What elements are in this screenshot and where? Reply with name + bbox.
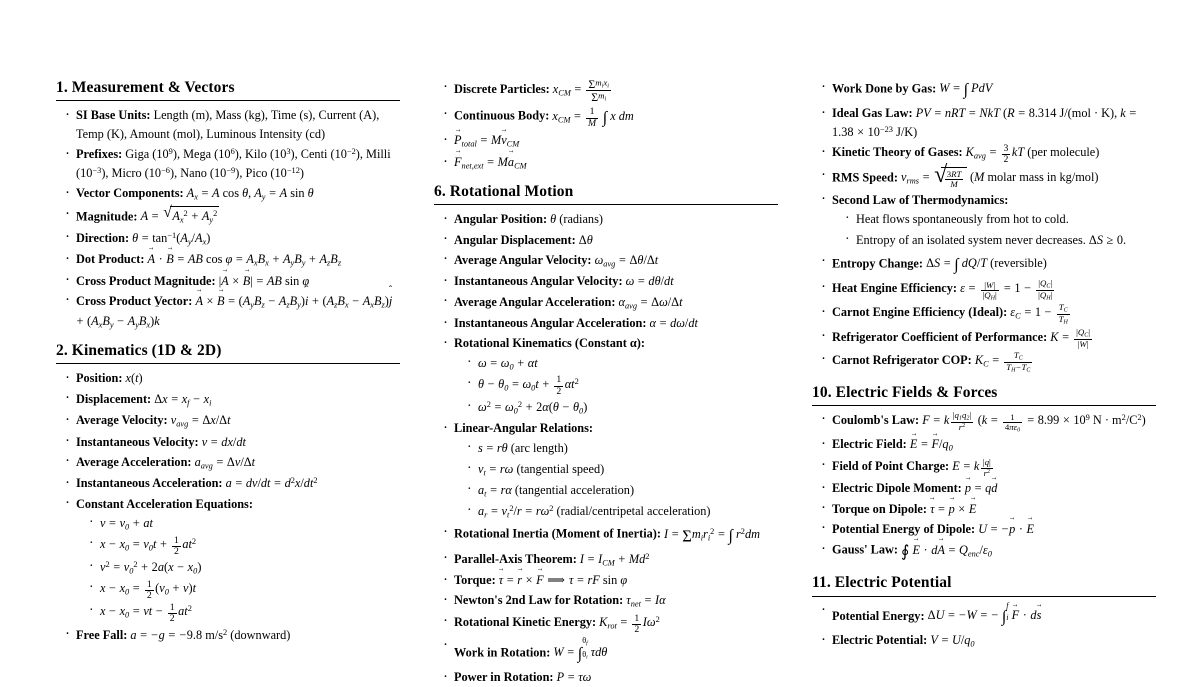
- formula-math: W = ∫ PdV: [939, 81, 993, 99]
- formula-math: $a_t = r\alpha$ (tangential acceleration): [478, 482, 635, 499]
- list-item: [65, 453, 400, 473]
- formula-label: Average Velocity:: [76, 413, 168, 428]
- formula-list: [56, 369, 400, 644]
- formula-label: Power in Rotation:: [454, 670, 554, 684]
- section-rotational-motion: [434, 182, 778, 687]
- list-item: [443, 78, 778, 104]
- sub-list-item: [467, 481, 778, 501]
- formula-label: Electric Field:: [832, 437, 907, 452]
- formula-label: Work in Rotation:: [454, 645, 551, 660]
- section-rule: [434, 204, 778, 205]
- formula-label: Instantaneous Velocity:: [76, 434, 199, 449]
- list-item: [443, 293, 778, 313]
- formula-math: K = $\frac{|Q_C|}{|W|}$: [1050, 326, 1090, 349]
- formula-label: Instantaneous Angular Velocity:: [454, 274, 623, 289]
- formula-label: Cross Product Vector:: [76, 293, 193, 308]
- list-item: [443, 153, 778, 173]
- section-title: 1. Measurement & Vectors: [56, 79, 235, 96]
- list-item: [443, 105, 778, 130]
- list-item: [65, 495, 400, 625]
- list-item: [821, 479, 1156, 498]
- formula-math: $a_r = v_t^2/r = r\omega^2$ (radial/centripetal acceleration): [478, 503, 711, 520]
- list-item: [821, 457, 1156, 478]
- formula-math: x(t): [125, 371, 143, 386]
- formula-math: $\omega = \omega_0 + \alpha t$: [478, 355, 538, 372]
- formula-math: $v = v_0$ + at: [100, 516, 153, 532]
- formula-math: $\omega^2 = \omega_0^2 + 2\alpha(\theta - \theta_0)$: [478, 399, 588, 416]
- formula-label: Electric Potential:: [832, 633, 928, 648]
- sub-list-item: [467, 502, 778, 522]
- formula-label: Potential Energy of Dipole:: [832, 521, 976, 536]
- column-3: [812, 78, 1156, 649]
- formula-math: $P \to_{total} = Mv \to_{CM}$: [454, 133, 519, 147]
- sub-list-item: [467, 460, 778, 480]
- list-item: [443, 637, 778, 667]
- sub-list-item: [467, 354, 778, 374]
- formula-label: Coulomb's Law:: [832, 412, 920, 427]
- formula-math: $x - x_0$ = vt − $\frac{1}{2}$ $at^2$: [100, 601, 192, 625]
- formula-math: P = τω: [556, 670, 592, 684]
- list-item: [443, 419, 778, 521]
- formula-label: Carnot Refrigerator COP:: [832, 352, 972, 367]
- formula-label: Potential Energy:: [832, 608, 925, 623]
- list-item: [65, 184, 400, 204]
- sub-list-item: [89, 514, 400, 534]
- formula-list: [56, 106, 400, 332]
- formula-label: Free Fall:: [76, 627, 128, 642]
- list-item: [821, 520, 1156, 539]
- formula-list: [434, 210, 778, 686]
- formula-math: $I = I_{CM} + Md^2$: [579, 551, 650, 568]
- formula-math: a = −g = −9.8 $m/s^2$ (downward): [130, 627, 291, 642]
- formula-label: Average Angular Acceleration:: [454, 294, 616, 309]
- list-item: [821, 351, 1156, 374]
- list-item: [443, 550, 778, 570]
- list-item: [65, 474, 400, 493]
- formula-label: Parallel-Axis Theorem:: [454, 551, 577, 566]
- formula-math: v = dx/dt: [201, 434, 246, 449]
- formula-label: Angular Position:: [454, 212, 548, 227]
- list-item: [821, 104, 1156, 141]
- formula-math: $K_{avg}$ = $\frac{3}{2}$ kT (per molecule): [965, 142, 1100, 165]
- sub-list-item: [89, 535, 400, 557]
- section-title: 11. Electric Potential: [812, 574, 952, 592]
- formula-label: Kinetic Theory of Gases:: [832, 145, 963, 160]
- section-thermodynamics-continued: [812, 78, 1156, 374]
- section-rule: [812, 405, 1156, 406]
- formula-math: $v_t = r\omega$ (tangential speed): [478, 461, 605, 478]
- formula-text: Entropy of an isolated system never decreases. ΔS ≥ 0.: [856, 233, 1127, 248]
- formula-math: A → × B → = $(A_yB_z - A_zB_y)i$ ˆ + $(A_zB_x - A_xB_z)j$ ˆ + $(A_xB_y - A_yB_x)k$ ˆ: [76, 294, 392, 328]
- formula-math: $\alpha_{avg} = \Delta\omega/\Delta t$: [618, 294, 683, 310]
- formula-label: Prefixes:: [76, 147, 123, 162]
- list-item: [443, 523, 778, 548]
- formula-label: Vector Components:: [76, 186, 184, 201]
- formula-label: Angular Displacement:: [454, 232, 576, 247]
- formula-math: $\omega_{avg} = \Delta\theta/\Delta t$: [594, 252, 659, 269]
- list-item: [443, 571, 778, 590]
- formula-math: |A → × B →| = AB sin φ: [219, 274, 310, 288]
- formula-math: τ → = r → × F → ⟹ τ = rF sin φ: [499, 573, 627, 587]
- formula-math: E → = $F \to/q_0$: [910, 437, 953, 451]
- sub-list-item: [845, 210, 1156, 230]
- formula-math: $a_{avg} = \Delta v/\Delta t$: [194, 454, 256, 471]
- formula-label: Torque on Dipole:: [832, 501, 927, 516]
- list-item: [65, 433, 400, 452]
- formula-math: ∮ E → · dA → = $Q_{enc}/\varepsilon_0$: [901, 543, 992, 557]
- formula-math: $v_{rms}$ = √ $\frac{3RT}{M}$ (M molar mass in kg/mol): [901, 170, 1098, 184]
- list-item: [65, 369, 400, 388]
- formula-label: Rotational Kinetic Energy:: [454, 614, 597, 629]
- formula-math: $\Delta x = x_f - x_i$: [154, 391, 212, 407]
- formula-math: ΔS = ∫ dQ/T (reversible): [926, 255, 1047, 274]
- list-item: [821, 167, 1156, 190]
- formula-math: F = k $\frac{|q_1q_2|}{r^2}$ (k = $\frac{1}{4\pi\varepsilon_0}$ = $8.99 \times 10^9$ $N \cdot m^2/C^2$): [922, 409, 1146, 434]
- formula-math: A → · B → = AB $\cos \varphi = A_xB_x + A_yB_y + A_zB_z$: [148, 252, 342, 266]
- sub-list-item: [467, 375, 778, 397]
- formula-math: $x_{CM}$ = $\frac{\Sigma m_ix_i}{\Sigma m_i}$: [552, 77, 609, 105]
- formula-math: $v^2 = v_0^2 + 2a(x - x_0)$: [100, 560, 202, 576]
- formula-math: ΔU = −W = − ∫ f i F → · ds →: [928, 608, 1042, 622]
- sub-list-item: [89, 602, 400, 624]
- sub-list-item: [467, 398, 778, 418]
- list-item: [821, 253, 1156, 278]
- formula-math: Δθ: [578, 232, 593, 247]
- formula-math: PV = nRT = NkT (R = 8.314 J/(mol · K), $k = 1.38 \times 10^{-23}$ J/K): [832, 106, 1137, 139]
- formula-math: $\theta - \theta_0 = \omega_0t$ + $\frac{1}{2}$ $\alpha t^2$: [478, 374, 579, 397]
- formula-label: Discrete Particles:: [454, 82, 550, 97]
- formula-body: Giga $(10^9)$, Mega $(10^6)$, Kilo $(10^3)$, Centi $(10^{-2})$, Milli $(10^{-3})$, Micro $(10^{-6})$, Nano $(10^{-9})$, Pico $(10^{-12})$: [76, 147, 391, 180]
- formula-math: $F \to_{net,ext} = Ma \to_{CM}$: [454, 155, 527, 169]
- formula-label: Electric Dipole Moment:: [832, 481, 962, 496]
- formula-label: Linear-Angular Relations:: [454, 421, 594, 436]
- list-item: [821, 303, 1156, 326]
- formula-label: Position:: [76, 371, 123, 386]
- list-item: [821, 191, 1156, 252]
- formula-label: Displacement:: [76, 391, 152, 406]
- list-item: [821, 328, 1156, 349]
- formula-label: Dot Product:: [76, 252, 145, 267]
- list-item: [65, 229, 400, 249]
- list-item: [443, 613, 778, 635]
- list-item: [443, 314, 778, 333]
- list-item: [65, 145, 400, 182]
- formula-label: Newton's 2nd Law for Rotation:: [454, 593, 624, 608]
- section-title: 10. Electric Fields & Forces: [812, 383, 998, 401]
- formula-list: [812, 411, 1156, 564]
- section-rule: [812, 596, 1156, 597]
- formula-body: Length (m), Mass (kg), Time (s), Current (A), Temp (K), Amount (mol), Luminous Intensity (cd): [76, 108, 380, 142]
- formula-label: Work Done by Gas:: [832, 81, 937, 96]
- formula-math: $I = \Sigma m_ir_i^2$ = ∫ $r^2dm$: [664, 526, 760, 546]
- list-item: [443, 272, 778, 291]
- formula-math: W = ∫ $\theta_f$ $\theta_i$ τdθ: [553, 635, 608, 663]
- list-item: [821, 279, 1156, 302]
- list-item: [821, 78, 1156, 103]
- formula-math: τ → = p → × E →: [930, 502, 976, 516]
- list-item: [65, 206, 400, 228]
- section-electric-potential: [812, 573, 1156, 651]
- column-2: [434, 77, 778, 684]
- list-item: [821, 500, 1156, 519]
- list-item: [443, 210, 778, 229]
- formula-label: Heat Engine Efficiency:: [832, 281, 957, 296]
- formula-label: Refrigerator Coefficient of Performance:: [832, 329, 1048, 344]
- formula-label: Direction:: [76, 230, 130, 245]
- formula-math: $x - x_0 = v_0t$ + $\frac{1}{2}$ $at^2$: [100, 534, 197, 557]
- formula-math: $V = U/q_0$: [930, 633, 975, 649]
- sub-list-item: [89, 579, 400, 601]
- formula-label: Entropy Change:: [832, 256, 923, 271]
- formula-label: Field of Point Charge:: [832, 458, 950, 473]
- formula-math: $v_{avg} = \Delta x/\Delta t$: [170, 413, 231, 429]
- list-item: [443, 251, 778, 271]
- sub-list-item: [467, 439, 778, 459]
- list-item: [821, 540, 1156, 564]
- section-title: 2. Kinematics (1D & 2D): [56, 342, 222, 359]
- list-item: [821, 602, 1156, 630]
- formula-math: ε = $\frac{|W|}{|Q_H|}$ = 1 − $\frac{|Q_C|}{|Q_H|}$: [960, 277, 1053, 302]
- formula-math: $x - x_0$ = $\frac{1}{2}$ $(v_0 + v)t$: [100, 578, 197, 601]
- sub-list-item: [845, 231, 1156, 251]
- list-item: [443, 591, 778, 611]
- section-electric-fields-forces: [812, 383, 1156, 565]
- formula-math: ω = dθ/dt: [625, 274, 674, 289]
- list-item: [821, 631, 1156, 651]
- list-item: [65, 292, 400, 332]
- formula-label: SI Base Units:: [76, 108, 151, 123]
- formula-list: [812, 78, 1156, 374]
- formula-label: Average Angular Velocity:: [454, 252, 592, 267]
- formula-math: θ (radians): [550, 212, 603, 227]
- formula-label: Continuous Body:: [454, 108, 550, 123]
- section-center-of-mass-continued: [434, 78, 778, 173]
- formula-label: Ideal Gas Law:: [832, 106, 913, 121]
- formula-label: Second Law of Thermodynamics:: [832, 192, 1009, 207]
- formula-label: RMS Speed:: [832, 170, 898, 185]
- sub-formula-list: [454, 439, 778, 522]
- section-measurement-vectors: [56, 78, 400, 332]
- formula-label: Average Acceleration:: [76, 454, 192, 469]
- list-item: [443, 231, 778, 250]
- formula-text: Heat flows spontaneously from hot to cold.: [856, 212, 1069, 227]
- formula-math: $a = dv/dt = d^2x/dt^2$: [225, 476, 318, 491]
- formula-label: Rotational Kinematics (Constant α):: [454, 336, 645, 351]
- formula-label: Gauss' Law:: [832, 542, 898, 557]
- section-rule: [56, 363, 400, 364]
- list-item: [821, 411, 1156, 434]
- formula-math: $x_{CM}$ = $\frac{1}{M}$ ∫ x dm: [552, 106, 634, 129]
- formula-math: E = k $\frac{|q|}{r^2}$: [952, 457, 991, 478]
- formula-math: $K_C$ = $\frac{T_C}{T_H-T_C}$: [974, 349, 1031, 374]
- list-item: [65, 626, 400, 645]
- list-item: [65, 272, 400, 291]
- list-item: [443, 131, 778, 151]
- sub-formula-list: [76, 514, 400, 624]
- list-item: [65, 250, 400, 270]
- formula-math: A = √ $A_x^2 + A_y^2$: [141, 209, 220, 223]
- list-item: [821, 435, 1156, 455]
- sub-formula-list: [832, 210, 1156, 251]
- formula-label: Constant Acceleration Equations:: [76, 496, 253, 511]
- formula-math: $\varepsilon_C = 1$ − $\frac{T_C}{T_H}$: [1010, 302, 1068, 327]
- formula-label: Torque:: [454, 573, 496, 588]
- column-1: [56, 78, 400, 642]
- sub-formula-list: [454, 354, 778, 418]
- formula-math: $\tau_{net} = I\alpha$: [626, 593, 666, 609]
- section-rule: [56, 100, 400, 101]
- list-item: [65, 411, 400, 431]
- list-item: [65, 106, 400, 143]
- formula-list: [812, 602, 1156, 652]
- formula-math: s = rθ (arc length): [478, 441, 568, 456]
- section-kinematics: [56, 341, 400, 645]
- formula-math: $A_x = A$ cos θ, $A_y = A$ sin θ: [186, 186, 314, 202]
- formula-list: [434, 78, 778, 173]
- formula-math: p → = qd →: [965, 481, 998, 495]
- list-item: [443, 334, 778, 418]
- list-item: [65, 390, 400, 410]
- section-title: 6. Rotational Motion: [434, 183, 574, 201]
- sub-list-item: [89, 558, 400, 578]
- formula-label: Instantaneous Acceleration:: [76, 476, 223, 491]
- list-item: [443, 668, 778, 687]
- formula-math: $K_{rot}$ = $\frac{1}{2}$ $I\omega^2$: [599, 612, 660, 635]
- formula-label: Magnitude:: [76, 209, 138, 224]
- formula-label: Instantaneous Angular Acceleration:: [454, 316, 647, 331]
- formula-label: Rotational Inertia (Moment of Inertia):: [454, 526, 661, 541]
- formula-math: $\theta = \tan^{-1}(A_y/A_x)$: [132, 230, 211, 247]
- formula-math: α = dω/dt: [649, 316, 698, 331]
- formula-label: Cross Product Magnitude:: [76, 273, 216, 288]
- list-item: [821, 143, 1156, 165]
- formula-math: U = −p → · E →: [978, 522, 1034, 536]
- formula-label: Carnot Engine Efficiency (Ideal):: [832, 305, 1008, 320]
